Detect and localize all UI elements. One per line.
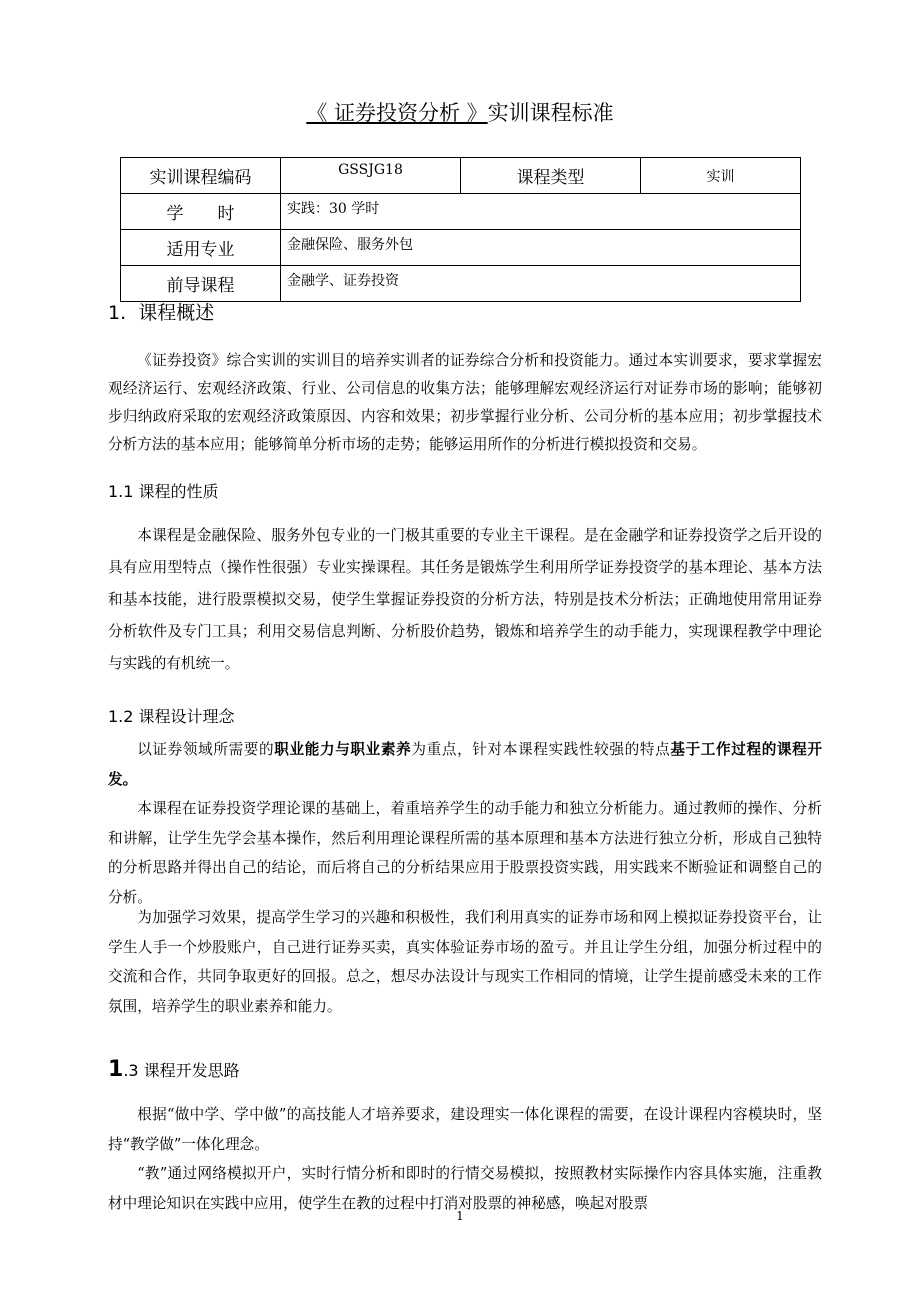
title-rest: 实训课程标准 (487, 101, 614, 125)
paragraph-text: 以证券领域所需要的 (137, 741, 275, 758)
heading-text: .3 课程开发思路 (123, 1061, 240, 1080)
section-1-3-paragraph-2: “教”通过网络模拟开户，实时行情分析和即时的行情交易模拟，按照教材实际操作内容具体实施，注重教材中理论知识在实践中应用，使学生在教的过程中打消对股票的神秘感，唤起对股票 (108, 1165, 822, 1212)
major-value: 金融保险、服务外包 (281, 230, 801, 266)
prereq-value: 金融学、证券投资 (281, 266, 801, 302)
type-label: 课程类型 (461, 158, 641, 194)
title-book-name: 《 证券投资分析 》 (306, 101, 488, 125)
section-1-3-paragraph-1: 根据“做中学、学中做”的高技能人才培养要求，建设理实一体化课程的需要，在设计课程内容模块时，坚持“教学做”一体化理念。 (108, 1106, 822, 1153)
page-number: 1 (456, 1209, 464, 1223)
section-1-1-paragraph: 本课程是金融保险、服务外包专业的一门极其重要的专业主干课程。是在金融学和证券投资学之后开设的具有应用型特点（操作性很强）专业实操课程。其任务是锻炼学生利用所学证券投资学的基本理论、基本方法和基本技能，进行股票模拟交易，使学生掌握证券投资的分析方法，特别是技术分析法；正确地使用常用证券分析软件及专门工具；利用交易信息判断、分析股价趋势，锻炼和培养学生的动手能力，实现课程教学中理论与实践的有机统一。 (108, 527, 822, 672)
code-value: GSSJG18 (281, 158, 461, 194)
section-1-heading: 1. 课程概述 (108, 302, 215, 324)
table-row (121, 194, 801, 230)
emphasis-text: 职业能力与职业素养 (274, 741, 412, 758)
paragraph-text: 为重点，针对本课程实践性较强的特点 (411, 741, 671, 758)
table-row (121, 266, 801, 302)
code-label: 实训课程编码 (121, 158, 281, 194)
section-1-2-paragraph-3: 为加强学习效果，提高学生学习的兴趣和积极性，我们利用真实的证券市场和网上模拟证券投资平台，让学生人手一个炒股账户，自己进行证券买卖，真实体验证券市场的盈亏。并且让学生分组，加强分析过程中的交流和合作，共同争取更好的回报。总之，想尽办法设计与现实工作相同的情境，让学生提前感受未来的工作氛围，培养学生的职业素养和能力。 (108, 909, 822, 1015)
heading-number: 1 (108, 1057, 124, 1082)
table-row (121, 158, 801, 194)
section-1-paragraph: 《证券投资》综合实训的实训目的培养实训者的证券综合分析和投资能力。通过本实训要求，要求掌握宏观经济运行、宏观经济政策、行业、公司信息的收集方法；能够理解宏观经济运行对证券市场的影响；能够初步归纳政府采取的宏观经济政策原因、内容和效果；初步掌握行业分析、公司分析的基本应用；初步掌握技术分析方法的基本应用；能够简单分析市场的走势；能够运用所作的分析进行模拟投资和交易。 (108, 352, 822, 453)
table-row (121, 230, 801, 266)
type-value: 实训 (641, 158, 801, 194)
section-1-2-heading: 1.2 课程设计理念 (108, 707, 235, 726)
emphasis-text: 基于工作过程的课程开发。 (108, 741, 822, 788)
hours-value: 实践：30 学时 (281, 194, 801, 230)
hours-label-cell (121, 194, 281, 230)
section-1-1-heading: 1.1 课程的性质 (108, 482, 219, 501)
hours-label: 学时 (166, 204, 269, 224)
course-info-table (120, 157, 801, 302)
document-title (0, 98, 920, 128)
major-label: 适用专业 (121, 230, 281, 266)
prereq-label: 前导课程 (121, 266, 281, 302)
section-1-2-paragraph-2: 本课程在证券投资学理论课的基础上，着重培养学生的动手能力和独立分析能力。通过教师的操作、分析和讲解，让学生先学会基本操作，然后利用理论课程所需的基本原理和基本方法进行独立分析，形成自己独特的分析思路并得出自己的结论，而后将自己的分析结果应用于股票投资实践，用实践来不断验证和调整自己的分析。 (108, 800, 822, 906)
section-1-3-heading (108, 1057, 240, 1082)
section-1-2-paragraph-1 (108, 735, 822, 794)
